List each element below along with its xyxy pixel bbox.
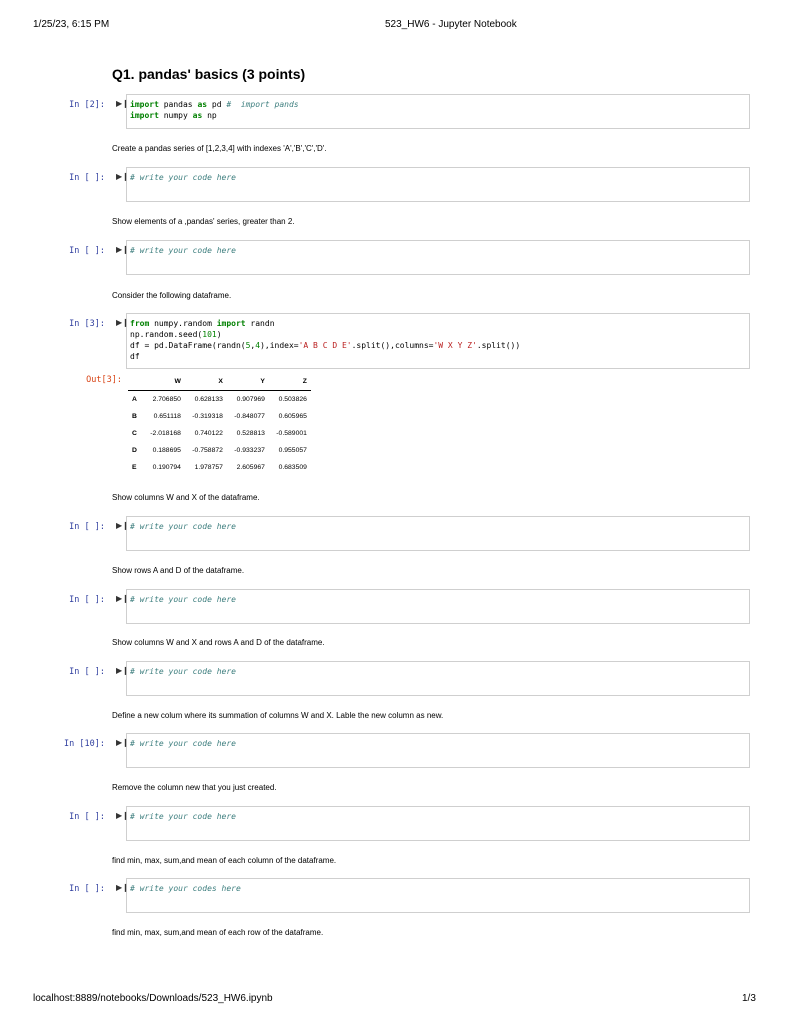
code-comment: # write your code here	[130, 739, 236, 748]
print-page-number: 1/3	[742, 993, 756, 1004]
table-row	[128, 391, 311, 409]
markdown-text: find min, max, sum,and mean of each row of the dataframe.	[112, 928, 324, 937]
column-header: X	[185, 373, 227, 391]
run-icon[interactable]: ▶❙	[116, 172, 129, 181]
table-row	[128, 408, 311, 425]
table-cell: 0.628133	[194, 396, 223, 403]
table-cell: -0.758872	[192, 447, 223, 454]
table-cell: 0.740122	[194, 430, 223, 437]
table-row	[128, 459, 311, 476]
row-index: C	[132, 430, 137, 437]
table-cell: 0.503826	[278, 396, 307, 403]
code-comment: # write your code here	[130, 595, 236, 604]
table-cell: -0.319318	[192, 413, 223, 420]
table-cell: 0.955057	[278, 447, 307, 454]
row-index: A	[132, 396, 137, 403]
markdown-text: Remove the column new that you just created.	[112, 783, 277, 792]
table-cell: 2.605967	[236, 464, 265, 471]
run-icon[interactable]: ▶❙	[116, 318, 129, 327]
markdown-text: Show elements of a ,pandas' series, greater than 2.	[112, 217, 295, 226]
markdown-text: Show columns W and X and rows A and D of the dataframe.	[112, 638, 325, 647]
table-header-row	[128, 373, 311, 391]
cell-prompt: In [ ]:	[69, 522, 105, 532]
print-datetime: 1/25/23, 6:15 PM	[33, 19, 110, 30]
code-comment: # write your code here	[130, 522, 236, 531]
row-index: E	[132, 464, 137, 471]
print-url: localhost:8889/notebooks/Downloads/523_HW6.ipynb	[33, 993, 273, 1004]
markdown-text: find min, max, sum,and mean of each column of the dataframe.	[112, 856, 337, 865]
code-line: df	[130, 352, 140, 361]
code-line: import pandas as pd # import pands	[130, 100, 299, 109]
run-icon[interactable]: ▶❙	[116, 521, 129, 530]
table-cell: 0.528813	[236, 430, 265, 437]
markdown-text: Define a new colum where its summation of columns W and X. Lable the new column as new.	[112, 711, 444, 720]
table-cell: -2.018168	[150, 430, 181, 437]
row-index: B	[132, 413, 137, 420]
cell-prompt: In [10]:	[64, 739, 105, 749]
markdown-text: Create a pandas series of [1,2,3,4] with indexes 'A','B','C','D'.	[112, 144, 327, 153]
table-cell: 1.978757	[194, 464, 223, 471]
cell-prompt: In [2]:	[69, 100, 105, 110]
cell-prompt: In [ ]:	[69, 667, 105, 677]
cell-prompt: In [ ]:	[69, 884, 105, 894]
code-comment: # write your code here	[130, 173, 236, 182]
cell-prompt: In [ ]:	[69, 246, 105, 256]
code-comment: # write your code here	[130, 812, 236, 821]
row-index: D	[132, 447, 137, 454]
column-header: W	[143, 373, 185, 391]
print-page-title: 523_HW6 - Jupyter Notebook	[385, 19, 517, 30]
run-icon[interactable]: ▶❙	[116, 245, 129, 254]
code-comment: # write your code here	[130, 246, 236, 255]
table-cell: 0.188695	[152, 447, 181, 454]
table-cell: 0.683509	[278, 464, 307, 471]
table-row	[128, 425, 311, 442]
cell-prompt: In [ ]:	[69, 595, 105, 605]
run-icon[interactable]: ▶❙	[116, 738, 129, 747]
cell-prompt: In [3]:	[69, 319, 105, 329]
markdown-text: Show rows A and D of the dataframe.	[112, 566, 245, 575]
page-title: Q1. pandas' basics (3 points)	[112, 66, 306, 82]
cell-prompt: In [ ]:	[69, 173, 105, 183]
dataframe-table	[128, 373, 311, 476]
code-line: np.random.seed(101)	[130, 330, 222, 339]
code-comment: # write your code here	[130, 667, 236, 676]
run-icon[interactable]: ▶❙	[116, 883, 129, 892]
run-icon[interactable]: ▶❙	[116, 99, 129, 108]
code-line: df = pd.DataFrame(randn(5,4),index='A B C D E'.split(),columns='W X Y Z'.split())	[130, 341, 521, 350]
table-cell: -0.589001	[276, 430, 307, 437]
code-line: import numpy as np	[130, 111, 217, 120]
table-cell: 2.706850	[152, 396, 181, 403]
run-icon[interactable]: ▶❙	[116, 811, 129, 820]
index-header	[128, 373, 143, 391]
markdown-text: Show columns W and X of the dataframe.	[112, 493, 260, 502]
cell-prompt: In [ ]:	[69, 812, 105, 822]
run-icon[interactable]: ▶❙	[116, 594, 129, 603]
table-cell: 0.651118	[153, 413, 181, 420]
code-comment: # write your codes here	[130, 884, 241, 893]
table-cell: 0.605965	[278, 413, 307, 420]
column-header: Y	[227, 373, 269, 391]
output-prompt: Out[3]:	[86, 375, 122, 385]
table-cell: 0.907969	[236, 396, 265, 403]
markdown-text: Consider the following dataframe.	[112, 291, 232, 300]
table-cell: 0.190794	[152, 464, 181, 471]
table-cell: -0.848077	[234, 413, 265, 420]
table-cell: -0.933237	[234, 447, 265, 454]
code-line: from numpy.random import randn	[130, 319, 275, 328]
run-icon[interactable]: ▶❙	[116, 666, 129, 675]
table-row	[128, 442, 311, 459]
column-header: Z	[269, 373, 311, 391]
